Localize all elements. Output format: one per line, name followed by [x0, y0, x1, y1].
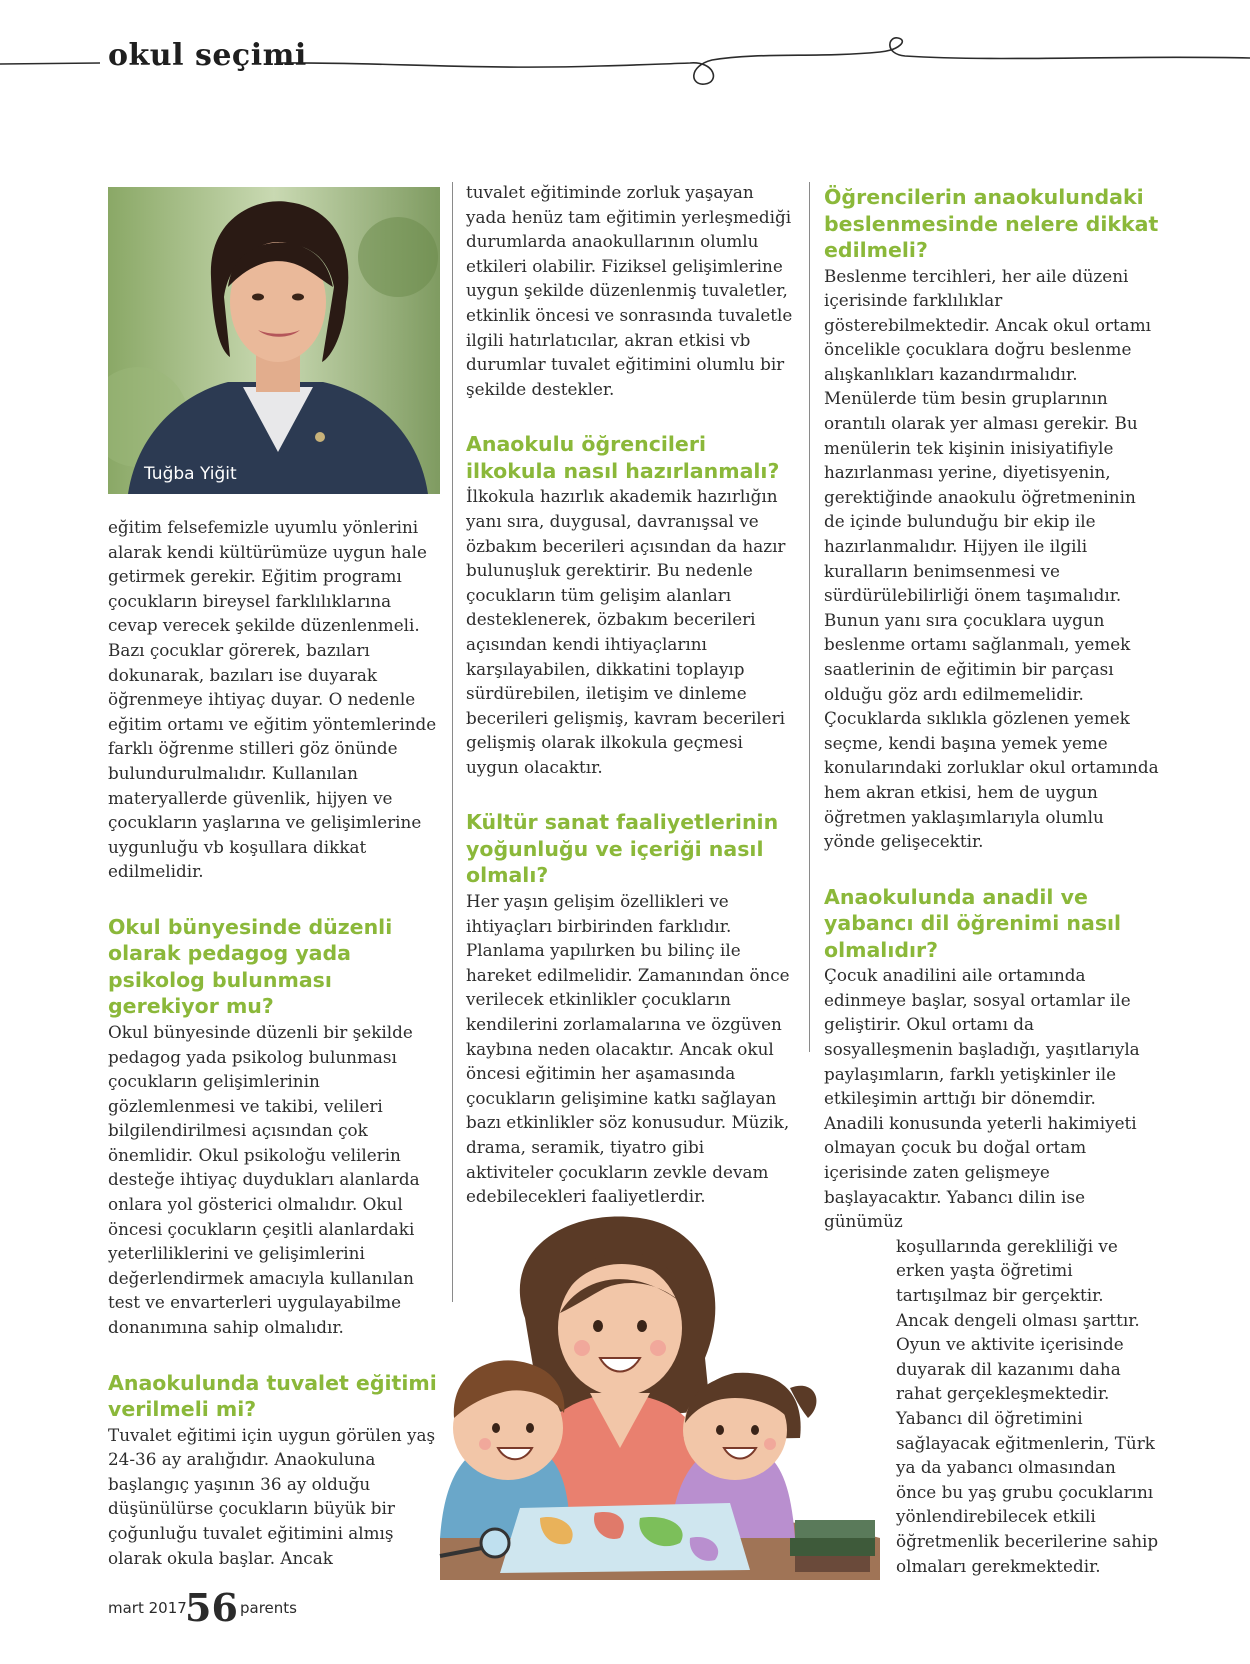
column-1	[108, 515, 438, 1570]
column-2	[466, 180, 796, 1209]
photo-caption: Tuğba Yiğit	[144, 464, 237, 484]
heading-primary-school-prep: Anaokulu öğrencileri ilkokula nasıl hazırlanmalı?	[466, 432, 780, 483]
paragraph-culture-arts: Her yaşın gelişim özellikleri ve ihtiyaçları birbirinden farklıdır. Planlama yapılırken bu bilinç ile hareket edilmelidir. Zamanından önce verilecek etkinlikler çocukların kendilerini zorlamalarına ve özgüven kaybına neden olacaktır. Ancak okul öncesi eğitimin her aşamasında çocukların gelişimine katkı sağlayan bazı etkinlikler söz konusudur. Müzik, drama, seramik, tiyatro gibi aktiviteler çocukların zevkle devam edebilecekleri faaliyetlerdir.	[466, 890, 790, 1207]
paragraph-primary-school-prep: İlkokula hazırlık akademik hazırlığın yanı sıra, duygusal, davranışsal ve özbakım becerileri açısından da hazır bulunuşluk gerektirir. Bu nedenle çocukların tüm gelişim alanları desteklenerek, özbakım becerileri açısından kendi ihtiyaçlarını karşılayabilen, dikkatini toplayıp sürdürebilen, iletişim ve dinleme becerileri gelişmiş, kavram becerileri gelişmiş olarak ilkokula geçmesi uygun olacaktır.	[466, 486, 786, 777]
paragraph-toilet-training-continued: tuvalet eğitiminde zorluk yaşayan yada henüz tam eğitimin yerleşmediği durumlarda anaokullarının olumlu etkileri olabilir. Fiziksel gelişimlerine uygun şekilde düzenlenmiş tuvaletler, etkinlik öncesi ve sonrasında tuvaletle ilgili hatırlatıcılar, akran etkisi vb durumlar tuvalet eğitimini olumlu bir şekilde destekler.	[466, 182, 793, 399]
paragraph-toilet-training: Tuvalet eğitimi için uygun görülen yaş 24-36 ay aralığıdır. Anaokuluna başlangıç yaşının 36 ay olduğu düşünülürse çocukların büyük bir çoğunluğu tuvalet eğitimini almış olarak okula başlar. Ancak	[108, 1424, 436, 1568]
paragraph-psychologist: Okul bünyesinde düzenli bir şekilde pedagog yada psikolog bulunması çocukların gelişimlerinin gözlemlenmesi ve takibi, velileri bilgilendirilmesi açısından çok önemlidir. Okul psikoloğu velilerin desteğe ihtiyaç duydukları alanlarda onlara yol gösterici olmalıdır. Okul öncesi çocukların çeşitli alanlardaki yeterliliklerini ve gelişimlerini değerlendirmek amacıyla kullanılan test ve envarterleri uygulayabilme donanımına sahip olmalıdır.	[108, 1021, 420, 1338]
footer-magazine-name: parents	[240, 1599, 297, 1617]
column-1-intro-paragraph: eğitim felsefemizle uyumlu yönlerini alarak kendi kültürümüze uygun hale getirmek gerekir. Eğitim programı çocukların bireysel farklılıklarına cevap verecek şekilde düzenlenmeli. Bazı çocuklar görerek, bazıları dokunarak, bazıları ise duyarak öğrenmeye ihtiyaç duyar. O nedenle eğitim ortamı ve eğitim yöntemlerinde farklı öğrenme stilleri göz önünde bulundurulmalıdır. Kullanılan materyallerde güvenlik, hijyen ve çocukların yaşlarına ve gelişimlerine uygunluğu vb koşullara dikkat edilmelidir.	[108, 517, 437, 882]
heading-nutrition: Öğrencilerin anaokulundaki beslenmesinde nelere dikkat edilmeli?	[824, 185, 1159, 262]
heading-psychologist: Okul bünyesinde düzenli olarak pedagog yada psikolog bulunması gerekiyor mu?	[108, 914, 393, 1019]
heading-culture-arts: Kültür sanat faaliyetlerinin yoğunluğu ve içeriği nasıl olmalı?	[466, 810, 779, 888]
paragraph-language-learning-b: koşullarında gerekliliği ve erken yaşta öğretimi tartışılmaz bir gerçektir. Ancak dengeli olması şarttır. Oyun ve aktivite içerisinde duyarak dil kazanımı daha rahat gerçekleşmektedir. Yabancı dil öğretimini sağlayacak eğitmenlerin, Türk ya da yabancı olmasından önce bu yaş grubu çocuklarını yönlendirebilecek etkili öğretmenlik becerilerine sahip olmaları gerekmektedir.	[896, 1235, 1159, 1576]
heading-language-learning: Anaokulunda anadil ve yabancı dil öğrenimi nasıl olmalıdır?	[824, 884, 1122, 962]
column-rule-right	[809, 182, 810, 1052]
teacher-children-map-illustration	[430, 1208, 890, 1580]
heading-toilet-training: Anaokulunda tuvalet eğitimi verilmeli mi?	[108, 1370, 437, 1422]
section-title: okul seçimi	[108, 38, 307, 73]
footer-page-number: 56	[185, 1585, 238, 1630]
portrait-photo	[108, 187, 440, 494]
column-rule-left	[452, 182, 453, 1302]
footer-issue-date: mart 2017	[108, 1599, 187, 1617]
paragraph-language-learning-a: Çocuk anadilini aile ortamında edinmeye başlar, sosyal ortamlar ile geliştirir. Okul ortamı da sosyalleşmenin başladığı, yaşıtlarıyla paylaşımların, farklı yetişkinler ile etkileşimin arttığı bir dönemdir. Anadili konusunda yeterli hakimiyeti olmayan çocuk bu doğal ortam içerisinde zaten gelişmeye başlayacaktır. Yabancı dilin ise günümüz	[824, 965, 1140, 1232]
portrait-illustration	[108, 187, 440, 494]
paragraph-nutrition: Beslenme tercihleri, her aile düzeni içerisinde farklılıklar gösterebilmektedir. Ancak okul ortamı öncelikle çocuklara doğru beslenme alışkanlıkları kazandırmalıdır. Menülerde tüm besin gruplarının orantılı olarak yer alması gerekir. Bu menülerin tek kişinin inisiyatifiyle hazırlanması yerine, diyetisyenin, gerektiğinde anaokulu öğretmeninin de içinde bulunduğu bir ekip ile hazırlanmalıdır. Hijyen ile ilgili kuralların benimsenmesi ve sürdürülebilirliği önem taşımalıdır. Bunun yanı sıra çocuklara uygun beslenme ortamı sağlanmalı, yemek saatlerinin de eğitimin bir parçası olduğu göz ardı edilmemelidir. Çocuklarda sıklıkla gözlenen yemek seçme, kendi başına yemek yeme konularındaki zorluklar okul ortamında hem akran etkisi, hem de uygun öğretmen yaklaşımlarıyla olumlu yönde gelişecektir.	[824, 265, 1159, 852]
